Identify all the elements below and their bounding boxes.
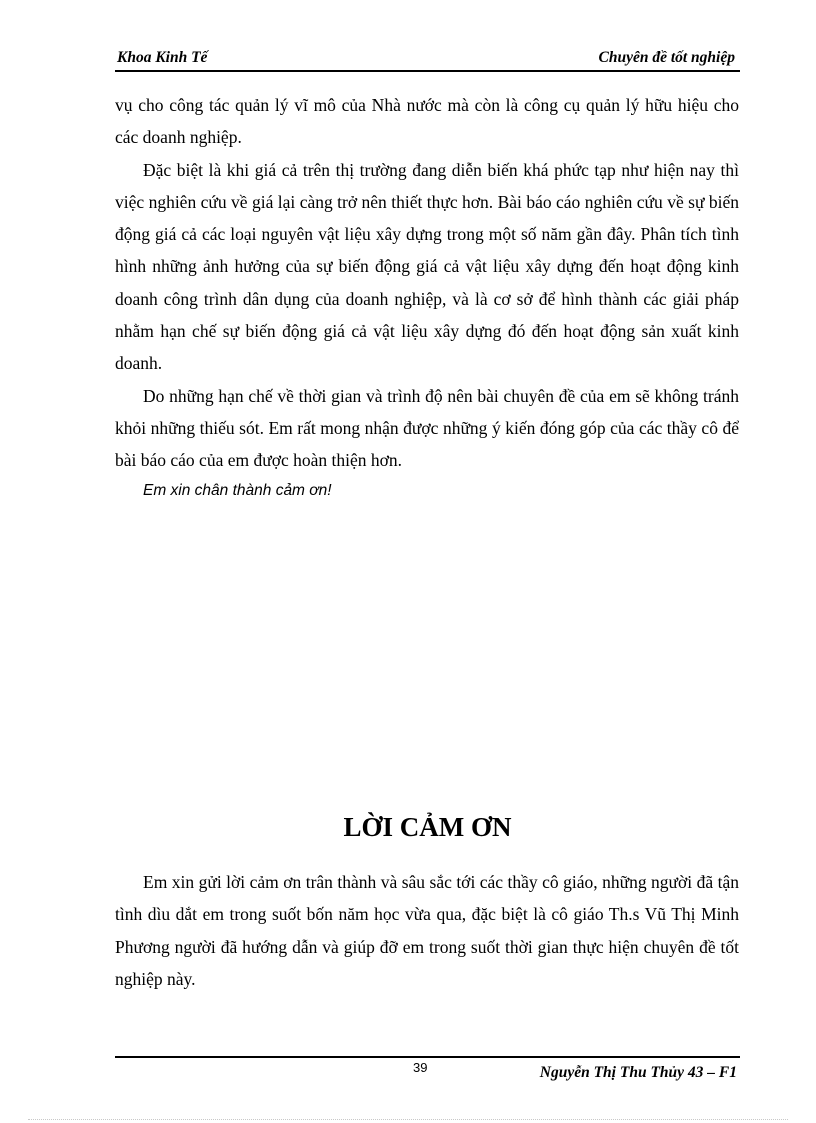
closing-thanks: Em xin chân thành cảm ơn! (143, 481, 332, 499)
header-document-type: Chuyên đề tốt nghiệp (598, 49, 735, 66)
page-number: 39 (413, 1060, 428, 1075)
footer-rule (115, 1056, 740, 1058)
page-bottom-border (28, 1119, 788, 1120)
page-header (115, 48, 740, 72)
paragraph-price-study: Đặc biệt là khi giá cả trên thị trường đang diễn biến khá phức tạp như hiện nay thì việc nghiên cứu về giá lại càng trở nên thiết thực hơn. Bài báo cáo nghiên cứu về sự biến động giá cả các loại nguyên vật liệu xây dựng trong một số năm gần đây. Phân tích tình hình những ảnh hưởng của sự biến động giá cả vật liệu xây dựng đến hoạt động kinh doanh công trình dân dụng của doanh nghiệp, và là cơ sở để hình thành các giải pháp nhằm hạn chế sự biến động giá cả vật liệu xây dựng đó đến hoạt động sản xuất kinh doanh. (115, 159, 739, 374)
acknowledgement-section (115, 866, 739, 995)
paragraph-limitations: Do những hạn chế về thời gian và trình độ nên bài chuyên đề của em sẽ không tránh khỏi những thiếu sót. Em rất mong nhận được những ý kiến đóng góp của các thầy cô để bài báo cáo của em được hoàn thiện hơn. (115, 385, 739, 471)
paragraph-continuation: vụ cho công tác quản lý vĩ mô của Nhà nước mà còn là công cụ quản lý hữu hiệu cho các doanh nghiệp. (115, 95, 739, 148)
acknowledgement-paragraph: Em xin gửi lời cảm ơn trân thành và sâu sắc tới các thầy cô giáo, những người đã tận tình dìu dắt em trong suốt bốn năm học vừa qua, đặc biệt là cô giáo Th.s Vũ Thị Minh Phương người đã hướng dẫn và giúp đỡ em trong suốt thời gian thực hiện chuyên đề tốt nghiệp này. (115, 872, 739, 989)
section-title: LỜI CẢM ƠN (343, 812, 512, 842)
footer-author: Nguyễn Thị Thu Thủy 43 – F1 (539, 1064, 737, 1081)
header-faculty: Khoa Kinh Tế (117, 49, 208, 66)
body-text (115, 89, 739, 505)
